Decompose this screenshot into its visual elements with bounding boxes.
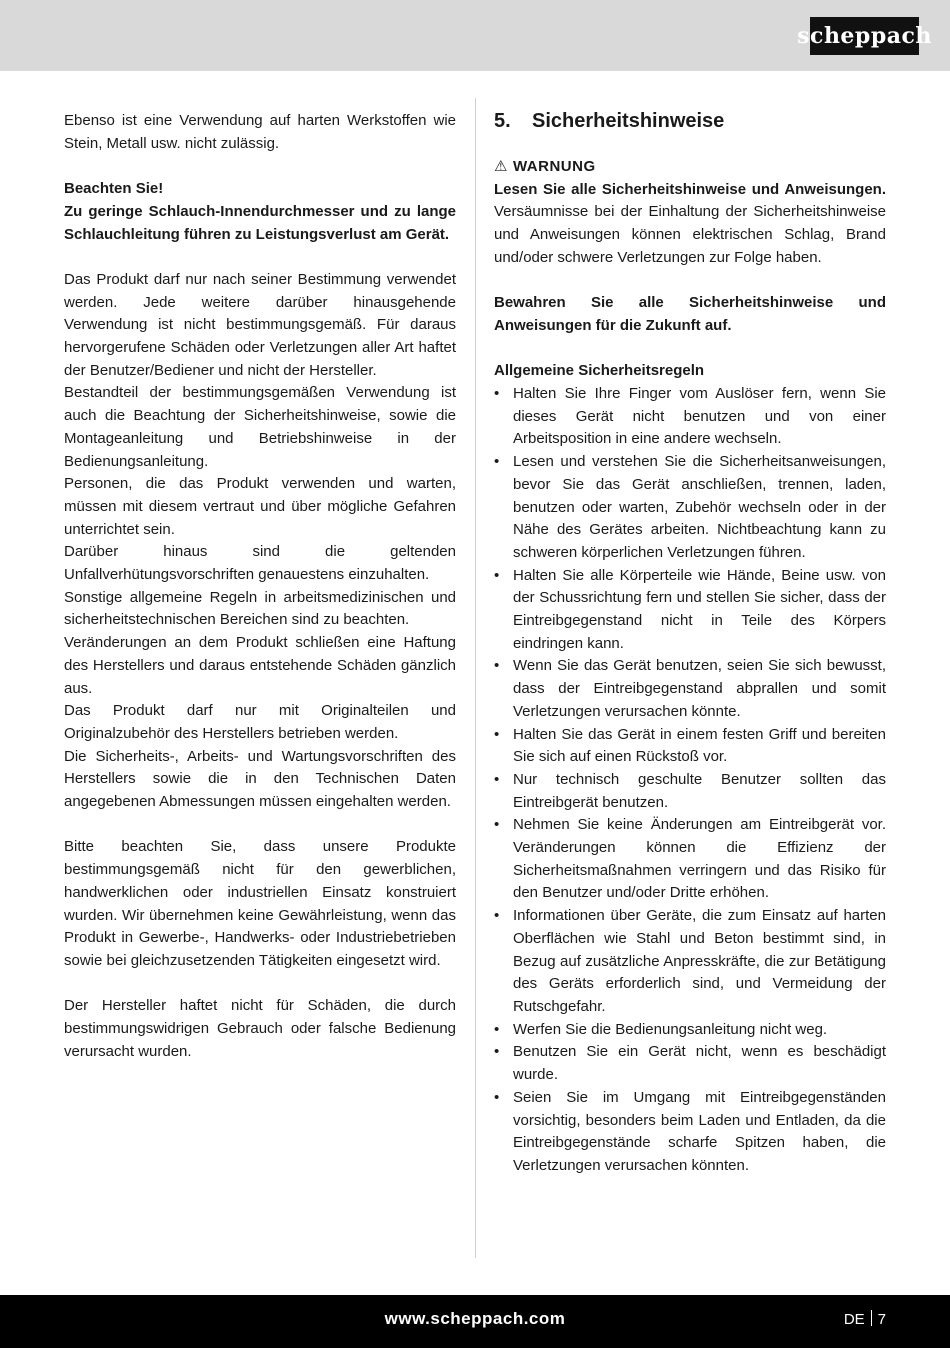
list-item [494,383,886,451]
bullet-icon: • [494,385,500,402]
list-item-text: Seien Sie im Umgang mit Eintreibgegenständen vorsichtig, besonders beim Laden und Entladen, da die Eintreibgegenstände scharfe Spitzen haben, die Verletzungen verursachen könnten. [513,1088,886,1174]
warning-triangle-icon: ⚠ [494,158,508,175]
list-item [494,451,886,565]
page-number: 7 [877,1311,886,1328]
bullet-icon: • [494,1088,500,1106]
paragraph: Bitte beachten Sie, dass unsere Produkte bestimmungsgemäß nicht für den gewerblichen, handwerklichen oder industriellen Einsatz konstruiert wurden. Wir übernehmen keine Gewährleistung, wenn das Produkt in Gewerbe-, Handwerks- oder Industriebetrieben sowie bei gleichzusetzenden Tätigkeiten eingesetzt wird. [64,838,456,969]
separator [871,1310,872,1326]
list-item-text: Halten Sie das Gerät in einem festen Griff und bereiten Sie sich auf einen Rückstoß vor. [513,725,886,766]
bullet-icon: • [494,1020,500,1038]
paragraph: Das Produkt darf nur mit Originalteilen und Originalzubehör des Herstellers betrieben werden. [64,702,456,742]
left-column [64,110,456,1063]
list-item-text: Lesen und verstehen Sie die Sicherheitsanweisungen, bevor Sie das Gerät anschließen, trennen, laden, benutzen oder warten, Zubehör wechseln oder in der Nähe des Gerätes arbeiten. Nichtbeachtung kann zu schweren körperlichen Verletzungen führen. [513,453,886,561]
list-item [494,724,886,769]
paragraph: Der Hersteller haftet nicht für Schäden, die durch bestimmungswidrigen Gebrauch oder falsche Bedienung verursacht wurden. [64,997,456,1060]
page-indicator [844,1310,886,1328]
list-item-text: Benutzen Sie ein Gerät nicht, wenn es beschädigt wurde. [513,1043,886,1084]
section-title: Sicherheitshinweise [532,110,725,132]
section-number: 5. [494,110,511,132]
paragraph: Sonstige allgemeine Regeln in arbeitsmedizinischen und sicherheitstechnischen Bereichen sind zu beachten. [64,588,456,629]
paragraph: Darüber hinaus sind die geltenden Unfallverhütungsvorschriften genauestens einzuhalten. [64,543,456,584]
paragraph: Ebenso ist eine Verwendung auf harten Werkstoffen wie Stein, Metall usw. nicht zulässig. [64,112,456,152]
list-item [494,655,886,723]
header-bar [0,0,950,71]
bullet-icon: • [494,1043,500,1061]
bullet-icon: • [494,907,500,925]
list-item-text: Nehmen Sie keine Änderungen am Eintreibgerät vor. Veränderungen können die Effizienz der Sicherheitsmaßnahmen verringern und das Risiko für den Benutzer und/oder Dritte erhöhen. [513,816,886,902]
list-item-text: Informationen über Geräte, die zum Einsatz auf harten Oberflächen wie Stahl und Beton bestimmt sind, in Bezug auf zusätzliche Anpresskräfte, die zur Betätigung des Geräts erforderlich sind, und Vermeidung der Rutschgefahr. [513,907,886,1015]
list-item [494,565,886,656]
right-column [494,110,886,1178]
list-item [494,814,886,905]
brand-logo: scheppach [810,17,919,55]
column-divider [475,98,476,1258]
list-item-text: Halten Sie Ihre Finger vom Auslöser fern, wenn Sie dieses Gerät nicht benutzen und von einer Arbeitsposition in eine andere wechseln. [513,385,886,448]
language-code: DE [843,1311,865,1328]
paragraph: Das Produkt darf nur nach seiner Bestimmung verwendet werden. Jede weitere darüber hinausgehende Verwendung ist nicht bestimmungsgemäß. Für daraus hervorgerufene Schäden oder Verletzungen aller Art haftet der Benutzer/Bediener und nicht der Hersteller. [64,270,456,379]
list-item [494,1019,886,1042]
list-item-text: Werfen Sie die Bedienungsanleitung nicht weg. [513,1020,828,1038]
note-text: Zu geringe Schlauch-Innendurchmesser und zu lange Schlauchleitung führen zu Leistungsverlust am Gerät. [64,202,456,243]
list-item-text: Nur technisch geschulte Benutzer sollten das Eintreibgerät benutzen. [513,770,886,811]
bullet-icon: • [494,725,500,743]
warning-text: Versäumnisse bei der Einhaltung der Sicherheitshinweise und Anweisungen können elektrischen Schlag, Brand und/oder schwere Verletzungen zur Folge haben. [494,203,886,266]
bullet-icon: • [494,453,500,471]
list-item [494,1087,886,1178]
list-item [494,905,886,1019]
rules-title: Allgemeine Sicherheitsregeln [494,362,705,380]
list-item-text: Halten Sie alle Körperteile wie Hände, Beine usw. von der Schussrichtung fern und stellen Sie sicher, dass der Eintreibgegenstand nicht in Teile des Körpers eindringen kann. [513,566,886,652]
bullet-icon: • [494,816,500,834]
warning-label-row [494,156,886,179]
bullet-icon: • [494,657,500,675]
website-link[interactable]: www.scheppach.com [384,1309,566,1328]
section-heading [494,110,886,132]
bullet-icon: • [494,770,500,788]
bullet-icon: • [494,566,500,584]
warning-bold-text: Lesen Sie alle Sicherheitshinweise und Anweisungen. [494,180,886,198]
safety-rules-list [494,383,886,1178]
list-item [494,1041,886,1086]
list-item [494,769,886,814]
keep-notice: Bewahren Sie alle Sicherheitshinweise und Anweisungen für die Zukunft auf. [494,294,886,334]
paragraph: Bestandteil der bestimmungsgemäßen Verwendung ist auch die Beachtung der Sicherheitshinweise, sowie die Montageanleitung und Betriebshinweise in der Bedienungsanleitung. [64,384,456,470]
warning-paragraph [494,179,886,270]
warning-label: WARNUNG [512,158,596,175]
footer-bar [0,1295,950,1348]
paragraph: Personen, die das Produkt verwenden und warten, müssen mit diesem vertraut und über mögliche Gefahren unterrichtet sein. [64,475,456,538]
paragraph: Die Sicherheits-, Arbeits- und Wartungsvorschriften des Herstellers sowie die in den Technischen Daten angegebenen Abmessungen müssen eingehalten werden. [64,747,456,811]
note-title: Beachten Sie! [64,180,164,198]
list-item-text: Wenn Sie das Gerät benutzen, seien Sie sich bewusst, dass der Eintreibgegenstand abprallen und somit Verletzungen verursachen könnte. [513,657,886,720]
paragraph: Veränderungen an dem Produkt schließen eine Haftung des Herstellers und daraus entstehende Schäden gänzlich aus. [64,634,456,697]
